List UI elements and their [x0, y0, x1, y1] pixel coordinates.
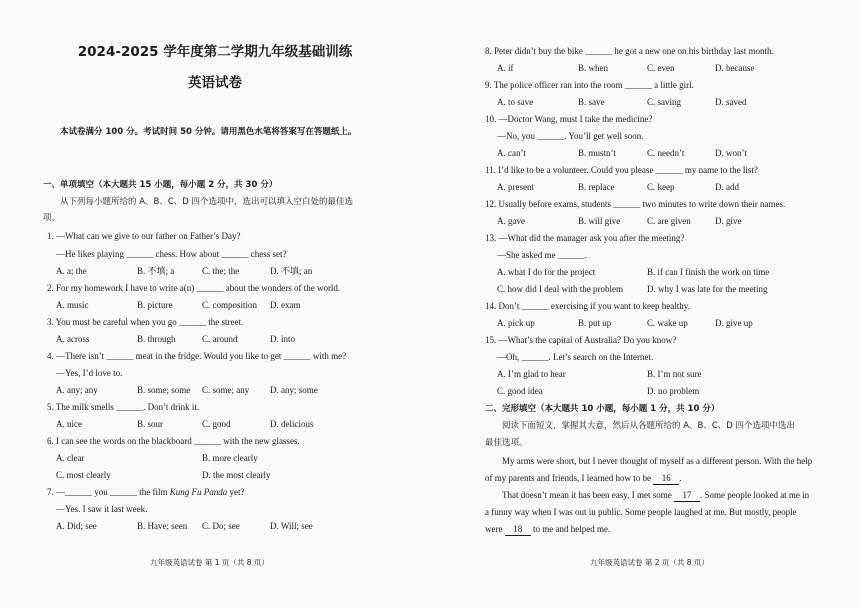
question-8-option-d: D. because [715, 63, 755, 73]
question-7-option-d: D. Will; see [270, 521, 313, 531]
question-13-option-a: A. what I do for the project [497, 267, 596, 277]
question-15-stem: 15. —What’s the capital of Australia? Do you know? [485, 335, 677, 345]
passage-line: My arms were short, but I never thought of myself as a different person. With the help [502, 456, 813, 466]
question-13-option-d: D. why I was late for the meeting [647, 284, 768, 294]
question-4-option-b: B. some; some [137, 385, 191, 395]
page-footer: 九年级英语试卷 第 2 页（共 8 页） [590, 558, 709, 567]
question-7-stem: 7. —______ you ______ the film Kung Fu Panda yet? [47, 487, 245, 497]
question-10-option-b: B. mustn’t [578, 148, 616, 158]
question-1-option-d: D. 不填; an [270, 266, 313, 276]
question-12-option-d: D. give [715, 216, 742, 226]
question-3-stem: 3. You must be careful when you go ______ the street. [47, 317, 244, 327]
passage-line: of my parents and friends, I learned how to be 16 . [485, 473, 682, 483]
question-7-option-c: C. Do; see [202, 521, 240, 531]
question-6-option-a: A. clear [56, 453, 85, 463]
question-2-option-c: C. composition [202, 300, 258, 310]
question-14-option-d: D. give up [715, 318, 753, 328]
question-1-stem-cont: —He likes playing ______ chess. How about ______ chess set? [56, 249, 287, 259]
question-13-option-b: B. if can I finish the work on time [647, 267, 770, 277]
question-2-option-b: B. picture [137, 300, 173, 310]
question-10-option-c: C. needn’t [647, 148, 685, 158]
question-7-option-a: A. Did; see [56, 521, 97, 531]
question-3-option-d: D. into [270, 334, 296, 344]
question-14-stem: 14. Don’t ______ exercising if you want to keep healthy. [485, 301, 690, 311]
question-11-option-b: B. replace [578, 182, 615, 192]
section2-instruction-cont: 最佳选项。 [485, 438, 528, 448]
question-3-option-c: C. around [202, 334, 238, 344]
exam-title: 2024-2025 学年度第二学期九年级基础训练 [77, 44, 353, 60]
exam-notice: 本试卷满分 100 分。考试时间 50 分钟。请用黑色水笔将答案写在答题纸上。 [60, 127, 357, 137]
question-14-option-a: A. pick up [497, 318, 535, 328]
question-14-option-c: C. wake up [647, 318, 688, 328]
passage-line: were 18 to me and helped me. [485, 524, 611, 534]
question-6-option-d: D. the most clearly [202, 470, 271, 480]
question-1-option-a: A. a; the [56, 266, 87, 276]
question-6-stem: 6. I can see the words on the blackboard ______ with the new glasses. [47, 436, 300, 446]
passage-line: That doesn’t mean it has been easy. I met some 17 . Some people looked at me in [502, 490, 810, 500]
question-2-stem: 2. For my homework I have to write a(n) ______ about the wonders of the world. [47, 283, 341, 293]
question-5-option-c: C. good [202, 419, 231, 429]
section2-instruction: 阅读下面短文，掌握其大意，然后从各题所给的 A、B、C、D 四个选项中选出 [502, 421, 796, 431]
question-12-stem: 12. Usually before exams, students ______ two minutes to write down their names. [485, 199, 786, 209]
question-10-stem-cont: —No, you ______. You’ll get well soon. [497, 131, 644, 141]
question-9-option-d: D. saved [715, 97, 747, 107]
question-3-option-a: A. across [56, 334, 90, 344]
question-9-option-c: C. saving [647, 97, 682, 107]
question-5-option-b: B. sour [137, 419, 164, 429]
question-11-option-a: A. present [497, 182, 534, 192]
question-8-stem: 8. Peter didn’t buy the bike ______ he got a new one on his birthday last month. [485, 46, 774, 56]
question-11-stem: 11. I’d like to be a volunteer. Could you please ______ my name to the list? [485, 165, 758, 175]
question-4-stem-cont: —Yes, I’d love to. [56, 368, 123, 378]
question-8-option-c: C. even [647, 63, 675, 73]
cloze-blank-16: 16 [653, 473, 679, 485]
question-3-option-b: B. through [137, 334, 176, 344]
section2-heading: 二、完形填空（本大题共 10 小题，每小题 1 分，共 10 分） [485, 404, 720, 414]
question-4-option-c: C. some; any [202, 385, 250, 395]
question-5-option-a: A. nice [56, 419, 82, 429]
section1-heading: 一、单项填空（本大题共 15 小题，每小题 2 分，共 30 分） [43, 180, 278, 190]
question-5-option-d: D. delicious [270, 419, 314, 429]
question-11-option-c: C. keep [647, 182, 675, 192]
question-6-option-c: C. most clearly [56, 470, 111, 480]
question-7-stem-cont: —Yes. I saw it last week. [56, 504, 148, 514]
question-9-option-b: B. save [578, 97, 605, 107]
question-1-stem: 1. —What can we give to our father on Father’s Day? [47, 231, 241, 241]
question-1-option-b: B. 不填; a [137, 266, 175, 276]
cloze-blank-17: 17 [674, 490, 700, 502]
question-14-option-b: B. put up [578, 318, 612, 328]
question-4-option-d: D. any; some [270, 385, 318, 395]
cloze-blank-18: 18 [505, 524, 531, 536]
question-1-option-c: C. the; the [202, 266, 240, 276]
question-15-option-c: C. good idea [497, 386, 543, 396]
section1-instruction-cont: 项。 [43, 213, 61, 223]
question-12-option-c: C. are given [647, 216, 691, 226]
question-6-option-b: B. more clearly [202, 453, 258, 463]
question-4-stem: 4. —There isn’t ______ meat in the fridge. Would you like to get ______ with me? [47, 351, 347, 361]
question-2-option-a: A. music [56, 300, 89, 310]
question-10-option-a: A. can’t [497, 148, 526, 158]
page-footer: 九年级英语试卷 第 1 页（共 8 页） [150, 558, 269, 567]
film-title: Kung Fu Panda [169, 487, 228, 497]
question-11-option-d: D. add [715, 182, 739, 192]
question-13-option-c: C. how did I deal with the problem [497, 284, 623, 294]
question-12-option-b: B. will give [578, 216, 621, 226]
question-13-stem: 13. —What did the manager ask you after the meeting? [485, 233, 685, 243]
question-12-option-a: A. gave [497, 216, 525, 226]
question-8-option-b: B. when [578, 63, 608, 73]
section1-instruction: 从下列每小题所给的 A、B、C、D 四个选项中，选出可以填入空白处的最佳选 [60, 197, 354, 207]
question-10-option-d: D. won’t [715, 148, 747, 158]
question-15-option-d: D. no problem [647, 386, 700, 396]
question-15-option-a: A. I’m glad to hear [497, 369, 566, 379]
question-7-option-b: B. Have; seen [137, 521, 188, 531]
question-13-stem-cont: —She asked me ______. [497, 250, 587, 260]
question-5-stem: 5. The milk smells ______. Don’t drink it. [47, 402, 200, 412]
question-9-option-a: A. to save [497, 97, 534, 107]
question-10-stem: 10. —Doctor Wang, must I take the medicine? [485, 114, 653, 124]
question-15-option-b: B. I’m not sure [647, 369, 702, 379]
passage-line: a funny way when I was out in public. Some people laughed at me. But mostly, people [485, 507, 797, 517]
exam-page-2 [430, 0, 860, 609]
question-8-option-a: A. if [497, 63, 514, 73]
question-15-stem-cont: —Oh, ______. Let’s search on the Internet. [497, 352, 654, 362]
question-9-stem: 9. The police officer ran into the room ______ a little girl. [485, 80, 694, 90]
question-2-option-d: D. exam [270, 300, 301, 310]
exam-subtitle: 英语试卷 [188, 75, 242, 91]
question-4-option-a: A. any; any [56, 385, 98, 395]
